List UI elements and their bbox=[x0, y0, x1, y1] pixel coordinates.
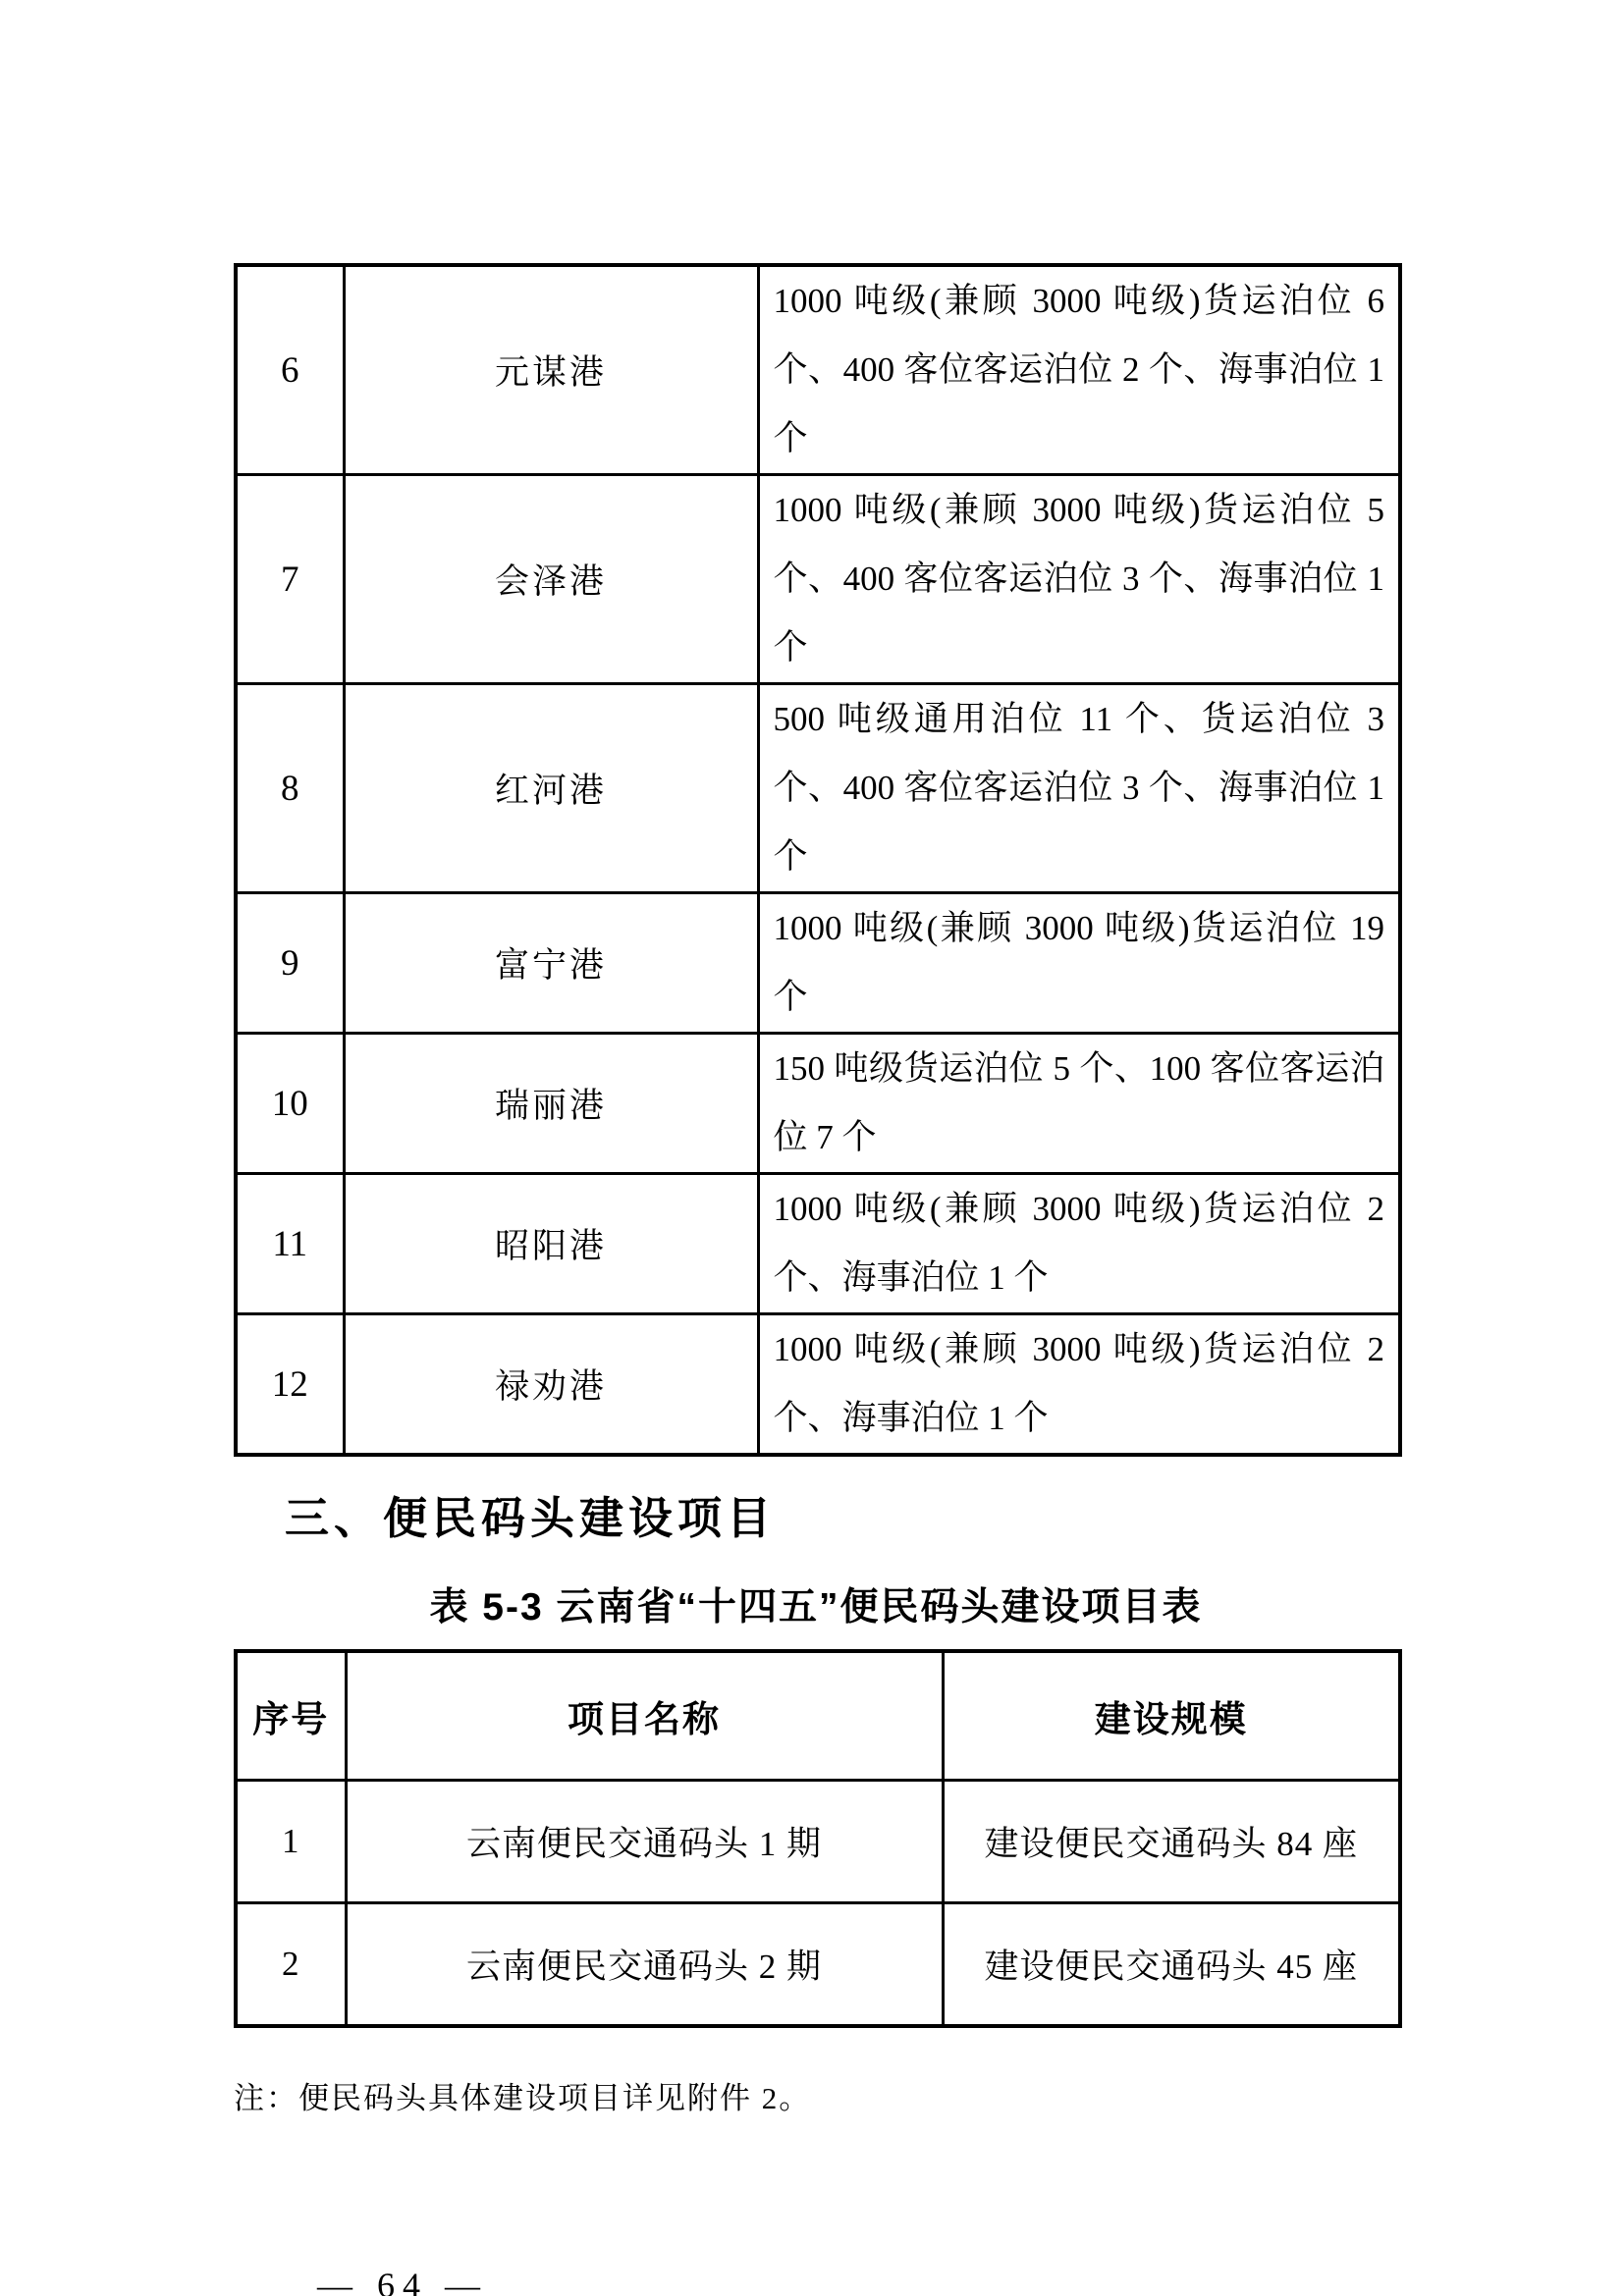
section-heading: 三、便民码头建设项目 bbox=[285, 1493, 777, 1543]
row-number-cell: 11 bbox=[236, 1174, 344, 1314]
row-number-cell: 1 bbox=[236, 1781, 346, 1903]
port-name-cell: 富宁港 bbox=[344, 893, 758, 1034]
page-content bbox=[234, 0, 1398, 2296]
row-number-cell: 8 bbox=[236, 684, 344, 893]
port-name-cell: 昭阳港 bbox=[344, 1174, 758, 1314]
row-number-cell: 2 bbox=[236, 1903, 346, 2027]
construction-scale-cell: 500 吨级通用泊位 11 个、货运泊位 3 个、400 客位客运泊位 3 个、海事泊位 1 个 bbox=[758, 684, 1400, 893]
port-name-cell: 会泽港 bbox=[344, 475, 758, 684]
table-row bbox=[236, 1034, 1400, 1174]
port-name-cell: 禄劝港 bbox=[344, 1314, 758, 1456]
project-name-cell: 云南便民交通码头 1 期 bbox=[346, 1781, 943, 1903]
port-name-cell: 瑞丽港 bbox=[344, 1034, 758, 1174]
table-row bbox=[236, 1903, 1400, 2027]
convenience-pier-projects-table bbox=[234, 1649, 1402, 2028]
table-header-row bbox=[236, 1651, 1400, 1781]
table-row bbox=[236, 1781, 1400, 1903]
row-number-cell: 6 bbox=[236, 265, 344, 475]
port-name-cell: 元谋港 bbox=[344, 265, 758, 475]
row-number-cell: 12 bbox=[236, 1314, 344, 1456]
header-serial-number: 序号 bbox=[236, 1651, 346, 1781]
table-row bbox=[236, 684, 1400, 893]
table-row bbox=[236, 893, 1400, 1034]
construction-scale-cell: 150 吨级货运泊位 5 个、100 客位客运泊位 7 个 bbox=[758, 1034, 1400, 1174]
table-row bbox=[236, 265, 1400, 475]
footnote: 注：便民码头具体建设项目详见附件 2。 bbox=[234, 2081, 812, 2115]
construction-scale-cell: 1000 吨级(兼顾 3000 吨级)货运泊位 19 个 bbox=[758, 893, 1400, 1034]
table-row bbox=[236, 1174, 1400, 1314]
construction-scale-cell: 1000 吨级(兼顾 3000 吨级)货运泊位 2 个、海事泊位 1 个 bbox=[758, 1174, 1400, 1314]
row-number-cell: 10 bbox=[236, 1034, 344, 1174]
construction-scale-cell: 1000 吨级(兼顾 3000 吨级)货运泊位 6 个、400 客位客运泊位 2 个、海事泊位 1 个 bbox=[758, 265, 1400, 475]
table-row bbox=[236, 1314, 1400, 1456]
construction-scale-cell: 1000 吨级(兼顾 3000 吨级)货运泊位 2 个、海事泊位 1 个 bbox=[758, 1314, 1400, 1456]
row-number-cell: 7 bbox=[236, 475, 344, 684]
header-construction-scale: 建设规模 bbox=[943, 1651, 1400, 1781]
row-number-cell: 9 bbox=[236, 893, 344, 1034]
table-5-3-title: 表 5-3 云南省“十四五”便民码头建设项目表 bbox=[429, 1586, 1203, 1629]
construction-scale-cell: 建设便民交通码头 84 座 bbox=[943, 1781, 1400, 1903]
construction-scale-cell: 1000 吨级(兼顾 3000 吨级)货运泊位 5 个、400 客位客运泊位 3 个、海事泊位 1 个 bbox=[758, 475, 1400, 684]
ports-construction-table bbox=[234, 263, 1402, 1457]
construction-scale-cell: 建设便民交通码头 45 座 bbox=[943, 1903, 1400, 2027]
page-number: — 64 — bbox=[317, 2266, 488, 2296]
project-name-cell: 云南便民交通码头 2 期 bbox=[346, 1903, 943, 2027]
port-name-cell: 红河港 bbox=[344, 684, 758, 893]
table-row bbox=[236, 475, 1400, 684]
header-project-name: 项目名称 bbox=[346, 1651, 943, 1781]
